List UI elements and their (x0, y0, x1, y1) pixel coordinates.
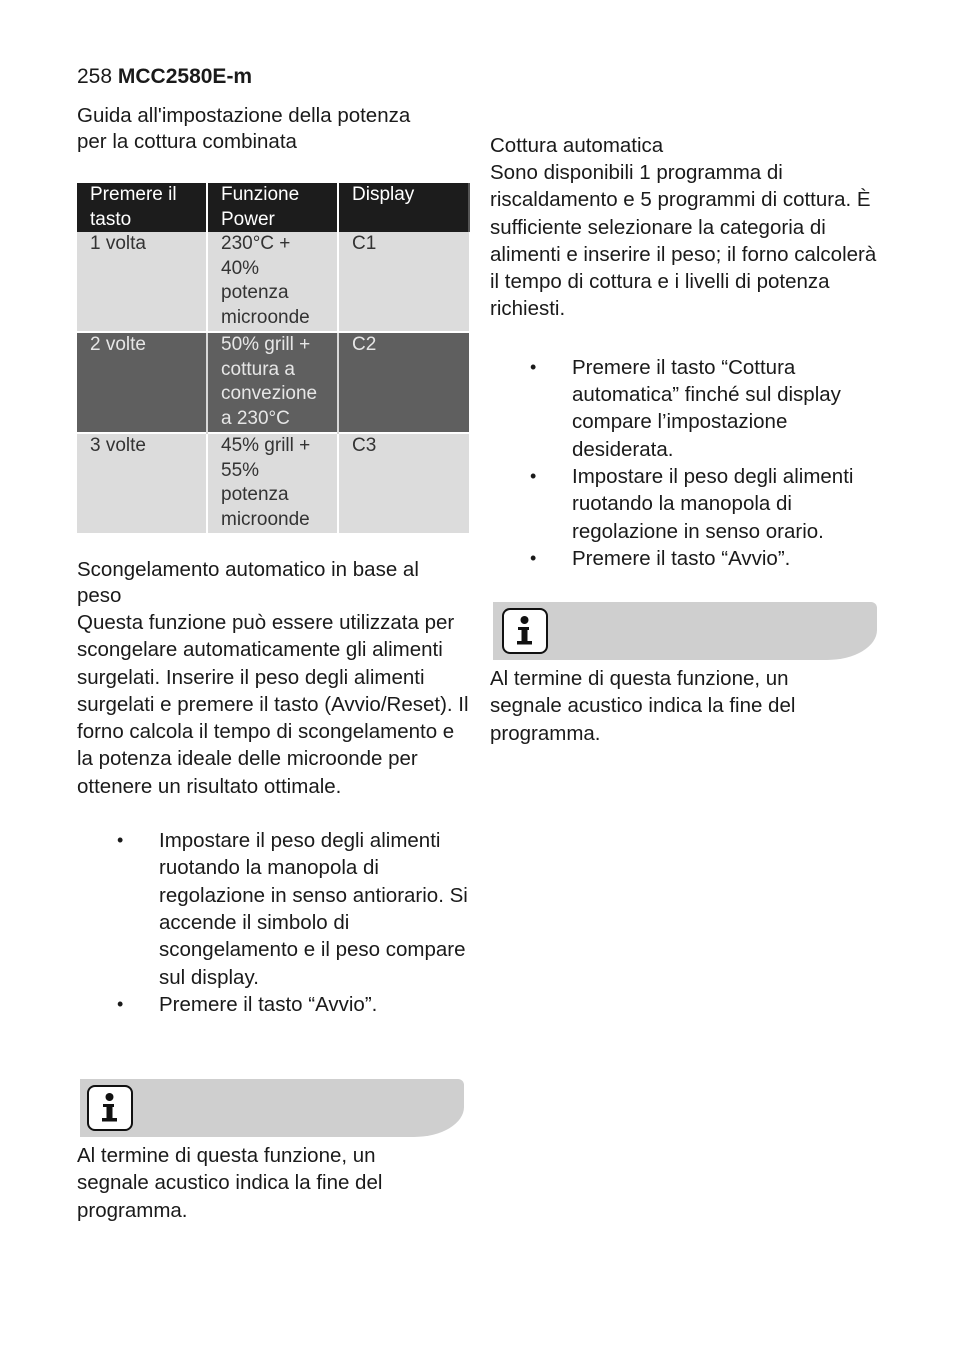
defrost-title: Scongelamento automatico in base al peso (77, 558, 419, 607)
power-guide-title (77, 103, 469, 155)
table-cell: 50% grill + cottura a convezione a 230°C (207, 332, 338, 433)
list-item (490, 545, 890, 572)
table-cell: C3 (338, 433, 469, 533)
right-column (490, 133, 890, 572)
info-icon (87, 1085, 133, 1131)
power-guide-title-line2: per la cottura combinata (77, 130, 297, 153)
info-note-text: Al termine di questa funzione, un segnale acustico indica la fine del programma. (490, 667, 796, 745)
bullet-symbol: • (530, 547, 537, 568)
bullet-symbol: • (117, 993, 124, 1014)
model-name: MCC2580E-m (117, 65, 253, 88)
table-row (77, 433, 469, 533)
list-item-text: Impostare il peso degli alimenti ruotando la manopola di regolazione in senso orario. (572, 464, 854, 543)
defrost-section (77, 557, 469, 1018)
table-header-cell: Funzione Power (207, 183, 338, 232)
table-row (77, 332, 469, 433)
list-item-text: Premere il tasto “Avvio”. (572, 546, 791, 570)
auto-cook-body: Sono disponibili 1 programma di riscaldamento e 5 programmi di cottura. È sufficiente selezionare la categoria di alimenti e inserire il peso; il forno calcolerà il tempo di cottura e i livelli di potenza richiesti. (490, 161, 877, 321)
bullet-symbol: • (530, 356, 537, 377)
info-note-bar (493, 602, 877, 660)
list-item (490, 354, 890, 463)
table-header-cell: Display (338, 183, 469, 232)
info-icon (502, 608, 548, 654)
table-header-row (77, 183, 469, 232)
table-cell: 3 volte (77, 433, 207, 533)
list-item-text: Impostare il peso degli alimenti ruotando la manopola di regolazione in senso antiorario. Si accende il simbolo di scongelamento e il peso compare sul display. (159, 829, 468, 989)
info-note-text: Al termine di questa funzione, un segnale acustico indica la fine del programma. (77, 1144, 383, 1222)
left-column (77, 103, 469, 1016)
bullet-symbol: • (117, 830, 124, 851)
table-header-cell: Premere il tasto (77, 183, 207, 232)
list-item (77, 991, 469, 1018)
power-table (77, 183, 470, 533)
table-cell: 230°C + 40% potenza microonde (207, 232, 338, 332)
table-row (77, 232, 469, 332)
list-item (490, 463, 890, 545)
table-cell: 2 volte (77, 332, 207, 433)
table-cell: C2 (338, 332, 469, 433)
defrost-bullet-list (77, 827, 469, 1018)
list-item-text: Premere il tasto “Avvio”. (159, 992, 378, 1016)
info-note-bar (80, 1079, 464, 1137)
page-number: 258 (77, 65, 113, 88)
defrost-body: Questa funzione può essere utilizzata per scongelare automaticamente gli alimenti surgelati. Inserire il peso degli alimenti surgelati e premere il tasto (Avvio/Reset). Il forno calcola il tempo di scongelamento e la potenza ideale delle microonde per ottenere un risultato ottimale. (77, 611, 469, 798)
table-cell: C1 (338, 232, 469, 332)
list-item (77, 827, 469, 991)
page-header (77, 64, 252, 90)
bullet-symbol: • (530, 465, 537, 486)
table-cell: 1 volta (77, 232, 207, 332)
auto-cook-title: Cottura automatica (490, 134, 664, 157)
table-cell: 45% grill + 55% potenza microonde (207, 433, 338, 533)
auto-cook-bullet-list (490, 354, 890, 572)
power-guide-title-line1: Guida all'impostazione della potenza (77, 104, 411, 127)
list-item-text: Premere il tasto “Cottura automatica” finché sul display compare l’impostazione desiderata. (572, 355, 841, 461)
